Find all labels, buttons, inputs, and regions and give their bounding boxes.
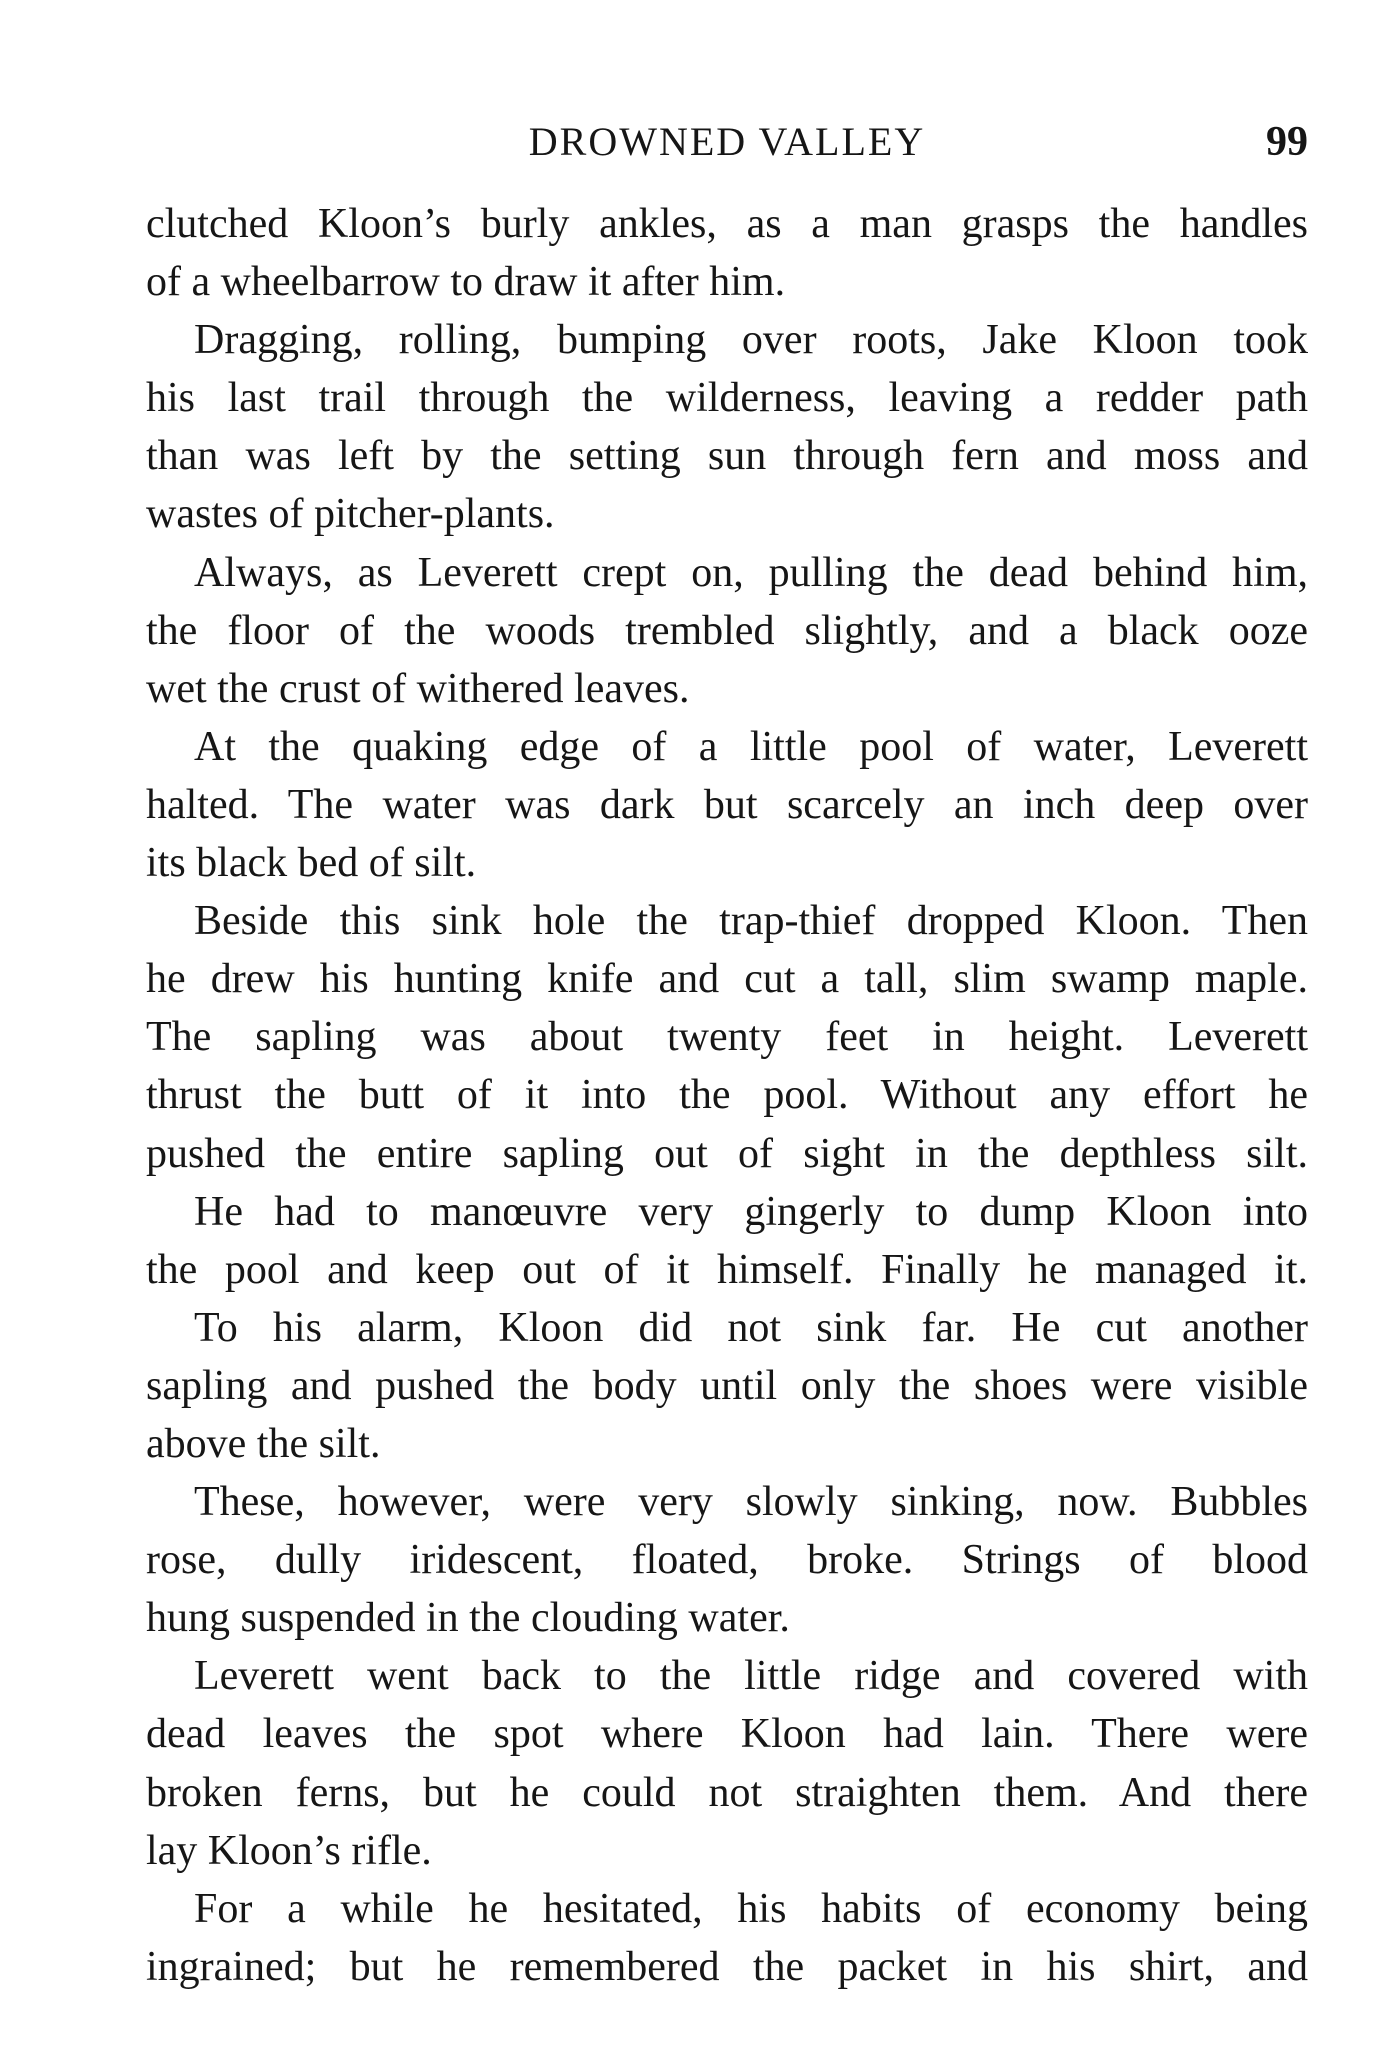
paragraph-first-line: Beside this sink hole the trap-thief dropped Kloon. Then: [194, 898, 1308, 945]
text-line: broken ferns, but he could not straighten them. And there: [146, 1769, 1308, 1816]
text-line: The sapling was about twenty feet in height. Leverett: [146, 1014, 1308, 1061]
text-line: the floor of the woods trembled slightly, and a black ooze: [146, 607, 1308, 654]
running-head: [146, 112, 1308, 172]
text-line: he drew his hunting knife and cut a tall, slim swamp maple.: [146, 956, 1308, 1003]
text-line: hung suspended in the clouding water.: [146, 1595, 790, 1642]
page-number: 99: [1266, 119, 1308, 165]
text-line: rose, dully iridescent, floated, broke. Strings of blood: [146, 1537, 1308, 1584]
paragraph-first-line: To his alarm, Kloon did not sink far. He cut another: [194, 1304, 1308, 1351]
running-title: DROWNED VALLEY: [528, 119, 926, 164]
paragraph-first-line: Dragging, rolling, bumping over roots, Jake Kloon took: [194, 317, 1308, 364]
text-line: wet the crust of withered leaves.: [146, 665, 690, 712]
paragraph-first-line: These, however, were very slowly sinking, now. Bubbles: [194, 1479, 1308, 1526]
text-line: above the silt.: [146, 1420, 381, 1467]
text-line: of a wheelbarrow to draw it after him.: [146, 259, 786, 306]
text-line: pushed the entire sapling out of sight in the depthless silt.: [146, 1130, 1308, 1177]
paragraph-first-line: He had to manœuvre very gingerly to dump Kloon into: [194, 1188, 1308, 1235]
text-line: its black bed of silt.: [146, 840, 477, 887]
paragraph-first-line: For a while he hesitated, his habits of economy being: [194, 1885, 1308, 1932]
text-line: thrust the butt of it into the pool. Without any effort he: [146, 1072, 1308, 1119]
body-text: [146, 195, 1308, 1996]
text-line: dead leaves the spot where Kloon had lain. There were: [146, 1711, 1308, 1758]
text-line: wastes of pitcher-plants.: [146, 491, 555, 538]
text-line: halted. The water was dark but scarcely an inch deep over: [146, 781, 1308, 828]
text-line: than was left by the setting sun through fern and moss and: [146, 433, 1308, 480]
text-line: the pool and keep out of it himself. Finally he managed it.: [146, 1246, 1308, 1293]
text-line: sapling and pushed the body until only the shoes were visible: [146, 1362, 1308, 1409]
text-line: clutched Kloon’s burly ankles, as a man grasps the handles: [146, 201, 1308, 247]
text-line: his last trail through the wilderness, leaving a redder path: [146, 375, 1308, 422]
paragraph-first-line: Always, as Leverett crept on, pulling the dead behind him,: [194, 549, 1308, 596]
paragraph-first-line: At the quaking edge of a little pool of water, Leverett: [194, 723, 1308, 770]
paragraph-first-line: Leverett went back to the little ridge and covered with: [194, 1653, 1308, 1700]
text-line: ingrained; but he remembered the packet in his shirt, and: [146, 1943, 1308, 1990]
text-line: lay Kloon’s rifle.: [146, 1827, 432, 1874]
